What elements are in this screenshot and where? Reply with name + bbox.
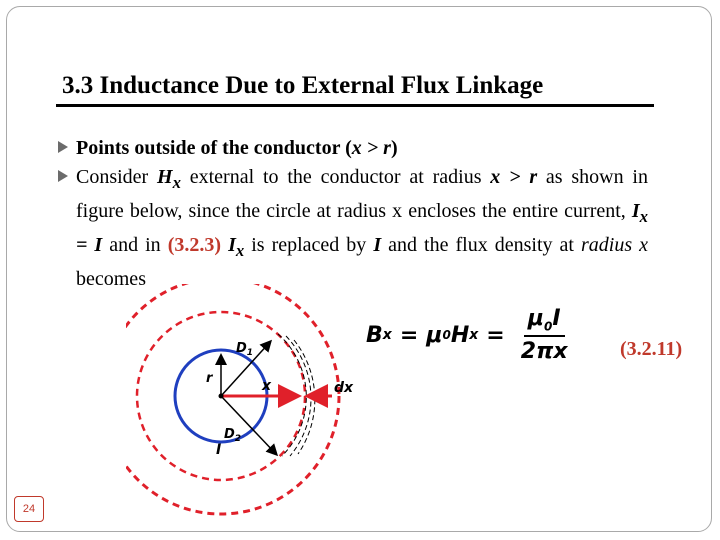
conductor-flux-figure	[126, 284, 388, 530]
conductor-center-dot	[219, 394, 224, 399]
equation-reference: (3.2.3)	[167, 234, 222, 256]
label-x: x	[262, 378, 272, 394]
slide-body	[58, 134, 648, 294]
equation-number: (3.2.11)	[620, 338, 683, 360]
label-r: r	[206, 371, 213, 386]
bullet-points-outside: Points outside of the conductor (x > r)	[58, 134, 648, 163]
d2-arrow	[221, 396, 276, 454]
label-d1: $D_1$	[236, 341, 254, 358]
page-number: 24	[22, 503, 36, 515]
label-d2: $D_2$	[224, 427, 242, 444]
label-dx: dx	[334, 380, 354, 396]
page-number-badge	[14, 496, 44, 522]
equation-fraction: $\frac{\mu_0I}{2\pi x}$	[520, 306, 568, 365]
slide-title: 3.3 Inductance Due to External Flux Linkage	[62, 72, 544, 99]
bullet-arrow-icon	[58, 170, 68, 182]
flux-density-equation: B x = μ 0 H x = $\frac{\mu_0I}{2\pi x}$	[366, 306, 568, 365]
bullet-consider-hx: Consider $H_x$ external to the conductor at radius x > r as shown in figure below, since the circle at radius x encloses the entire current, $I_x = I$ and in (3.2.3) $I_x$ is replaced by I and the flux density at radius x becomes	[58, 163, 648, 294]
bullet-arrow-icon	[58, 141, 68, 153]
title-underline	[56, 104, 654, 107]
label-current-i: I	[216, 442, 222, 458]
